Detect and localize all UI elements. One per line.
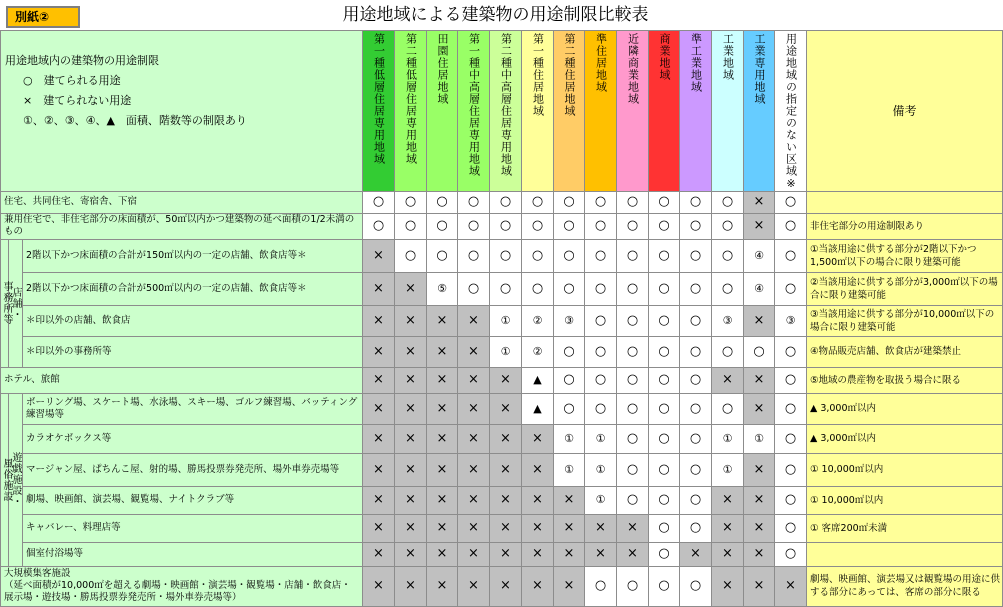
group-label-text: 事務所等 — [1, 281, 12, 325]
restriction-cell: × — [490, 514, 522, 542]
legend — [1, 30, 363, 191]
restriction-cell: ① — [490, 305, 522, 336]
restriction-cell: ○ — [649, 213, 680, 239]
zone-header — [522, 30, 554, 191]
row-note: ▲ 3,000㎡以内 — [807, 424, 1003, 453]
table-row — [1, 424, 1003, 453]
restriction-cell: × — [395, 566, 427, 606]
restriction-cell: × — [458, 336, 490, 367]
zone-header — [775, 30, 807, 191]
restriction-cell: ○ — [617, 566, 649, 606]
restriction-cell: ○ — [522, 213, 554, 239]
restriction-cell: × — [744, 191, 775, 213]
restriction-cell: × — [363, 305, 395, 336]
restriction-cell: × — [458, 367, 490, 393]
restriction-cell: ○ — [395, 213, 427, 239]
restriction-cell: × — [744, 213, 775, 239]
restriction-cell: × — [775, 566, 807, 606]
restriction-cell: ○ — [427, 239, 458, 272]
restriction-cell: ○ — [649, 542, 680, 566]
legend-forbidden: × 建てられない用途 — [23, 93, 132, 107]
restriction-cell: × — [427, 305, 458, 336]
restriction-cell: ○ — [649, 424, 680, 453]
notes-header: 備考 — [807, 30, 1003, 191]
restriction-cell: × — [427, 514, 458, 542]
restriction-cell: ○ — [617, 305, 649, 336]
row-label-line: （延べ面積が10,000㎡を超える劇場・映画館・演芸場・観覧場・店舗・飲食店・ — [4, 580, 351, 591]
restriction-cell: × — [363, 239, 395, 272]
restriction-cell: ○ — [554, 272, 585, 305]
restriction-cell: × — [680, 542, 712, 566]
row-label: 劇場、映画館、演芸場、観覧場、ナイトクラブ等 — [23, 486, 363, 514]
zone-header — [585, 30, 617, 191]
restriction-cell: ○ — [680, 367, 712, 393]
restriction-cell: × — [617, 514, 649, 542]
restriction-cell: ○ — [585, 566, 617, 606]
group-label — [1, 239, 12, 367]
restriction-cell: ○ — [680, 424, 712, 453]
restriction-cell: ○ — [458, 239, 490, 272]
restriction-cell: ○ — [617, 239, 649, 272]
restriction-cell: × — [458, 453, 490, 486]
restriction-cell: × — [363, 542, 395, 566]
restriction-cell: ○ — [680, 213, 712, 239]
table-row — [1, 305, 1003, 336]
restriction-cell: ○ — [712, 272, 744, 305]
row-note — [807, 191, 1003, 213]
restriction-cell: × — [363, 393, 395, 424]
zone-header — [649, 30, 680, 191]
row-note: ▲ 3,000㎡以内 — [807, 393, 1003, 424]
restriction-cell: ○ — [775, 336, 807, 367]
restriction-cell: × — [363, 424, 395, 453]
restriction-cell: ○ — [680, 305, 712, 336]
zone-label: 工業地域 — [721, 32, 735, 81]
row-note: ①当該用途に供する部分が2階以下かつ1,500㎡以下の場合に限り建築可能 — [807, 239, 1003, 272]
zone-header — [617, 30, 649, 191]
table-row — [1, 393, 1003, 424]
restriction-cell: × — [395, 514, 427, 542]
restriction-cell: × — [395, 424, 427, 453]
row-label-line: 展示場・遊技場・勝馬投票券発売所・場外車券売場等） — [4, 592, 242, 603]
table-row — [1, 336, 1003, 367]
legend-allowed: ○ 建てられる用途 — [23, 73, 121, 87]
restriction-cell: × — [744, 393, 775, 424]
restriction-cell: × — [395, 305, 427, 336]
restriction-cell: ○ — [458, 191, 490, 213]
restriction-cell: ○ — [775, 393, 807, 424]
restriction-cell: ○ — [649, 305, 680, 336]
restriction-cell: ② — [522, 305, 554, 336]
table-row — [1, 453, 1003, 486]
legend-heading: 用途地域内の建築物の用途制限 — [5, 53, 159, 67]
restriction-cell: ○ — [680, 393, 712, 424]
restriction-cell: × — [585, 542, 617, 566]
restriction-cell: ○ — [649, 367, 680, 393]
restriction-cell: ③ — [554, 305, 585, 336]
restriction-cell: × — [554, 566, 585, 606]
restriction-cell: ○ — [649, 393, 680, 424]
restriction-cell: ④ — [744, 272, 775, 305]
zone-label: 準住居地域 — [594, 32, 608, 93]
zone-header — [458, 30, 490, 191]
restriction-cell: ○ — [775, 272, 807, 305]
restriction-cell: ○ — [490, 239, 522, 272]
restriction-cell: × — [490, 393, 522, 424]
restriction-cell: ○ — [585, 191, 617, 213]
restriction-cell: ② — [522, 336, 554, 367]
restriction-cell: ○ — [585, 305, 617, 336]
restriction-cell: ○ — [775, 191, 807, 213]
restriction-cell: ○ — [617, 486, 649, 514]
restriction-cell: ▲ — [522, 393, 554, 424]
row-label: マージャン屋、ぱちんこ屋、射的場、勝馬投票券発売所、場外車券売場等 — [23, 453, 363, 486]
zone-header — [744, 30, 775, 191]
table-row — [1, 272, 1003, 305]
restriction-cell: × — [427, 453, 458, 486]
restriction-cell: × — [458, 305, 490, 336]
restriction-cell: × — [427, 486, 458, 514]
restriction-cell: ○ — [680, 336, 712, 367]
row-note: 劇場、映画館、演芸場又は観覧場の用途に供する部分にあっては、客席の部分に限る — [807, 566, 1003, 606]
restriction-cell: ○ — [585, 336, 617, 367]
restriction-cell: × — [363, 486, 395, 514]
restriction-cell: × — [617, 542, 649, 566]
restriction-cell: ○ — [712, 213, 744, 239]
restriction-cell: ③ — [712, 305, 744, 336]
zone-label: 準工業地域 — [689, 32, 703, 93]
restriction-cell: ○ — [775, 424, 807, 453]
restriction-cell: ○ — [649, 272, 680, 305]
row-label: カラオケボックス等 — [23, 424, 363, 453]
row-label: 2階以下かつ床面積の合計が500㎡以内の一定の店舗、飲食店等＊ — [23, 272, 363, 305]
zone-label: 近隣商業地域 — [626, 32, 640, 105]
restriction-cell: ① — [585, 486, 617, 514]
row-label — [1, 566, 363, 606]
restriction-cell: × — [395, 453, 427, 486]
restriction-cell: ○ — [585, 272, 617, 305]
restriction-cell: ○ — [649, 453, 680, 486]
restriction-cell: × — [363, 453, 395, 486]
restriction-cell: ○ — [680, 191, 712, 213]
restriction-cell: ○ — [617, 213, 649, 239]
row-label: キャバレー、料理店等 — [23, 514, 363, 542]
restriction-cell: ○ — [617, 424, 649, 453]
restriction-cell: ① — [554, 424, 585, 453]
restriction-cell: × — [490, 566, 522, 606]
restriction-cell: × — [427, 424, 458, 453]
restriction-cell: ○ — [712, 239, 744, 272]
restriction-cell: ○ — [585, 393, 617, 424]
restriction-cell: ○ — [617, 191, 649, 213]
restriction-cell: × — [458, 393, 490, 424]
restriction-cell: × — [395, 367, 427, 393]
restriction-cell: ③ — [775, 305, 807, 336]
restriction-cell: × — [744, 514, 775, 542]
group-sublabel-text: 店舗・ — [10, 286, 21, 320]
restriction-cell: × — [744, 367, 775, 393]
group-sublabel-text: 遊戯施設・ — [10, 452, 21, 507]
zone-label: 用途地域の指定のない区域※ — [784, 32, 798, 191]
restriction-cell: ○ — [649, 514, 680, 542]
restriction-cell: × — [395, 393, 427, 424]
restriction-cell: × — [585, 514, 617, 542]
restriction-cell: ○ — [554, 336, 585, 367]
zone-label: 商業地域 — [658, 32, 671, 81]
row-label-line: 大規模集客施設 — [4, 568, 71, 579]
restriction-cell: × — [458, 486, 490, 514]
zone-label: 第二種住居地域 — [563, 32, 576, 117]
restriction-cell: ○ — [363, 213, 395, 239]
restriction-cell: × — [712, 542, 744, 566]
restriction-cell: ○ — [585, 367, 617, 393]
restriction-cell: ① — [554, 453, 585, 486]
restriction-cell: × — [395, 272, 427, 305]
restriction-cell: ○ — [427, 213, 458, 239]
restriction-cell: ○ — [775, 514, 807, 542]
table-row — [1, 566, 1003, 606]
row-label: ＊印以外の店舗、飲食店 — [23, 305, 363, 336]
zone-label: 第一種住居地域 — [531, 32, 545, 117]
restriction-cell: ○ — [585, 239, 617, 272]
zone-label: 田園住居地域 — [436, 32, 449, 105]
restriction-cell: × — [490, 453, 522, 486]
restriction-cell: ① — [712, 424, 744, 453]
restriction-cell: × — [363, 367, 395, 393]
restriction-cell: ○ — [649, 191, 680, 213]
restriction-cell: ○ — [427, 191, 458, 213]
restriction-cell: × — [395, 486, 427, 514]
restriction-cell: × — [363, 514, 395, 542]
restriction-cell: × — [490, 486, 522, 514]
restriction-cell: × — [490, 424, 522, 453]
restriction-cell: ○ — [554, 213, 585, 239]
restriction-cell: ○ — [490, 272, 522, 305]
restriction-cell: × — [395, 542, 427, 566]
restriction-cell: ① — [585, 453, 617, 486]
row-note: ① 客席200㎡未満 — [807, 514, 1003, 542]
restriction-cell: × — [522, 424, 554, 453]
restriction-cell: ○ — [554, 367, 585, 393]
restriction-cell: × — [554, 486, 585, 514]
restriction-cell: ○ — [775, 239, 807, 272]
page-title-bar — [0, 0, 991, 31]
row-label: 個室付浴場等 — [23, 542, 363, 566]
restriction-cell: ○ — [617, 367, 649, 393]
zone-label: 第二種低層住居専用地域 — [404, 32, 418, 165]
restriction-cell: × — [363, 566, 395, 606]
restriction-cell: × — [458, 424, 490, 453]
zone-header — [363, 30, 395, 191]
restriction-cell: ○ — [490, 191, 522, 213]
restriction-cell: ○ — [522, 272, 554, 305]
restriction-cell: ○ — [680, 272, 712, 305]
table-row — [1, 367, 1003, 393]
restriction-cell: × — [458, 514, 490, 542]
restriction-cell: ○ — [775, 542, 807, 566]
restriction-cell: ○ — [522, 239, 554, 272]
restriction-cell: × — [522, 453, 554, 486]
zone-label: 工業専用地域 — [753, 32, 766, 105]
row-note: ③当該用途に供する部分が10,000㎡以下の場合に限り建築可能 — [807, 305, 1003, 336]
group-sublabel — [9, 239, 23, 367]
row-label: 兼用住宅で、非住宅部分の床面積が、50㎡以内かつ建築物の延べ面積の1/2未満のもの — [1, 213, 363, 239]
row-note: ⑤地域の農産物を取扱う場合に限る — [807, 367, 1003, 393]
table-row — [1, 239, 1003, 272]
table-row — [1, 213, 1003, 239]
restriction-cell: × — [490, 542, 522, 566]
restriction-cell: ○ — [680, 486, 712, 514]
row-label: 住宅、共同住宅、寄宿舎、下宿 — [1, 191, 363, 213]
restriction-cell: ○ — [680, 514, 712, 542]
restriction-cell: × — [712, 367, 744, 393]
restriction-cell: × — [712, 514, 744, 542]
restriction-cell: ○ — [554, 239, 585, 272]
zone-header — [427, 30, 458, 191]
row-label: ＊印以外の事務所等 — [23, 336, 363, 367]
restriction-cell: ○ — [458, 213, 490, 239]
restriction-cell: × — [554, 514, 585, 542]
group-label-text: 風俗施設 — [1, 457, 12, 502]
zone-header — [490, 30, 522, 191]
restriction-cell: ○ — [490, 213, 522, 239]
restriction-cell: ○ — [712, 336, 744, 367]
group-sublabel — [9, 393, 23, 566]
restriction-cell: ○ — [617, 272, 649, 305]
restriction-cell: ○ — [775, 486, 807, 514]
row-note: ②当該用途に供する部分が3,000㎡以下の場合に限り建築可能 — [807, 272, 1003, 305]
restriction-cell: × — [490, 367, 522, 393]
restriction-cell: × — [427, 393, 458, 424]
restriction-cell: × — [427, 566, 458, 606]
restriction-cell: × — [458, 542, 490, 566]
restriction-cell: × — [522, 486, 554, 514]
restriction-cell: ○ — [744, 336, 775, 367]
legend-limited: ①、②、③、④、▲ 面積、階数等の制限あり — [23, 113, 247, 127]
restriction-cell: ○ — [712, 393, 744, 424]
restriction-cell: ① — [712, 453, 744, 486]
restriction-cell: × — [427, 542, 458, 566]
restriction-cell: ○ — [395, 239, 427, 272]
restriction-cell: ① — [585, 424, 617, 453]
restriction-cell: × — [744, 453, 775, 486]
restriction-cell: × — [554, 542, 585, 566]
restriction-cell: ○ — [617, 453, 649, 486]
restriction-cell: × — [363, 336, 395, 367]
zone-header — [712, 30, 744, 191]
restriction-cell: ⑤ — [427, 272, 458, 305]
zone-header — [395, 30, 427, 191]
restriction-cell: ○ — [554, 393, 585, 424]
restriction-cell: ○ — [680, 239, 712, 272]
restriction-cell: × — [712, 486, 744, 514]
restriction-cell: × — [522, 566, 554, 606]
restriction-cell: × — [522, 514, 554, 542]
row-label: 2階以下かつ床面積の合計が150㎡以内の一定の店舗、飲食店等＊ — [23, 239, 363, 272]
page-title: 用途地域による建築物の用途制限比較表 — [342, 5, 649, 25]
restriction-cell: ○ — [649, 336, 680, 367]
restriction-cell: × — [395, 336, 427, 367]
row-note — [807, 542, 1003, 566]
restriction-cell: ○ — [680, 566, 712, 606]
restriction-cell: ○ — [585, 213, 617, 239]
restriction-cell: ① — [744, 424, 775, 453]
restriction-cell: × — [458, 566, 490, 606]
table-row — [1, 514, 1003, 542]
restriction-cell: × — [712, 566, 744, 606]
row-note: ① 10,000㎡以内 — [807, 486, 1003, 514]
restriction-cell: × — [744, 305, 775, 336]
restriction-cell: ① — [490, 336, 522, 367]
restriction-cell: ○ — [617, 393, 649, 424]
restriction-cell: × — [363, 272, 395, 305]
restriction-cell: ○ — [649, 566, 680, 606]
restriction-cell: ○ — [712, 191, 744, 213]
restriction-cell: ○ — [363, 191, 395, 213]
restriction-cell: ○ — [775, 453, 807, 486]
zone-label: 第二種中高層住居専用地域 — [499, 32, 513, 177]
zone-header — [680, 30, 712, 191]
restriction-cell: ○ — [775, 213, 807, 239]
row-label: ボーリング場、スケート場、水泳場、スキー場、ゴルフ練習場、バッティング練習場等 — [23, 393, 363, 424]
table-row — [1, 542, 1003, 566]
table-row — [1, 191, 1003, 213]
restriction-cell: × — [744, 486, 775, 514]
attachment-badge: 別紙② — [6, 6, 80, 28]
restriction-cell: ○ — [680, 453, 712, 486]
row-note: ① 10,000㎡以内 — [807, 453, 1003, 486]
restriction-cell: ○ — [395, 191, 427, 213]
group-label — [1, 393, 12, 566]
zone-label: 第一種中高層住居専用地域 — [467, 32, 481, 177]
restriction-cell: ④ — [744, 239, 775, 272]
restriction-cell: ○ — [522, 191, 554, 213]
table-row — [1, 486, 1003, 514]
restriction-cell: × — [427, 336, 458, 367]
row-note: 非住宅部分の用途制限あり — [807, 213, 1003, 239]
restriction-cell: × — [744, 542, 775, 566]
restriction-cell: ○ — [617, 336, 649, 367]
row-note: ④物品販売店舗、飲食店が建築禁止 — [807, 336, 1003, 367]
restriction-cell: ○ — [649, 486, 680, 514]
restriction-cell: × — [744, 566, 775, 606]
restriction-cell: ▲ — [522, 367, 554, 393]
zone-label: 第一種低層住居専用地域 — [372, 32, 386, 165]
restriction-cell: × — [522, 542, 554, 566]
restriction-cell: × — [427, 367, 458, 393]
row-label: ホテル、旅館 — [1, 367, 363, 393]
restriction-cell: ○ — [554, 191, 585, 213]
restriction-cell: ○ — [649, 239, 680, 272]
zone-header — [554, 30, 585, 191]
restriction-cell: ○ — [775, 367, 807, 393]
restriction-cell: ○ — [458, 272, 490, 305]
